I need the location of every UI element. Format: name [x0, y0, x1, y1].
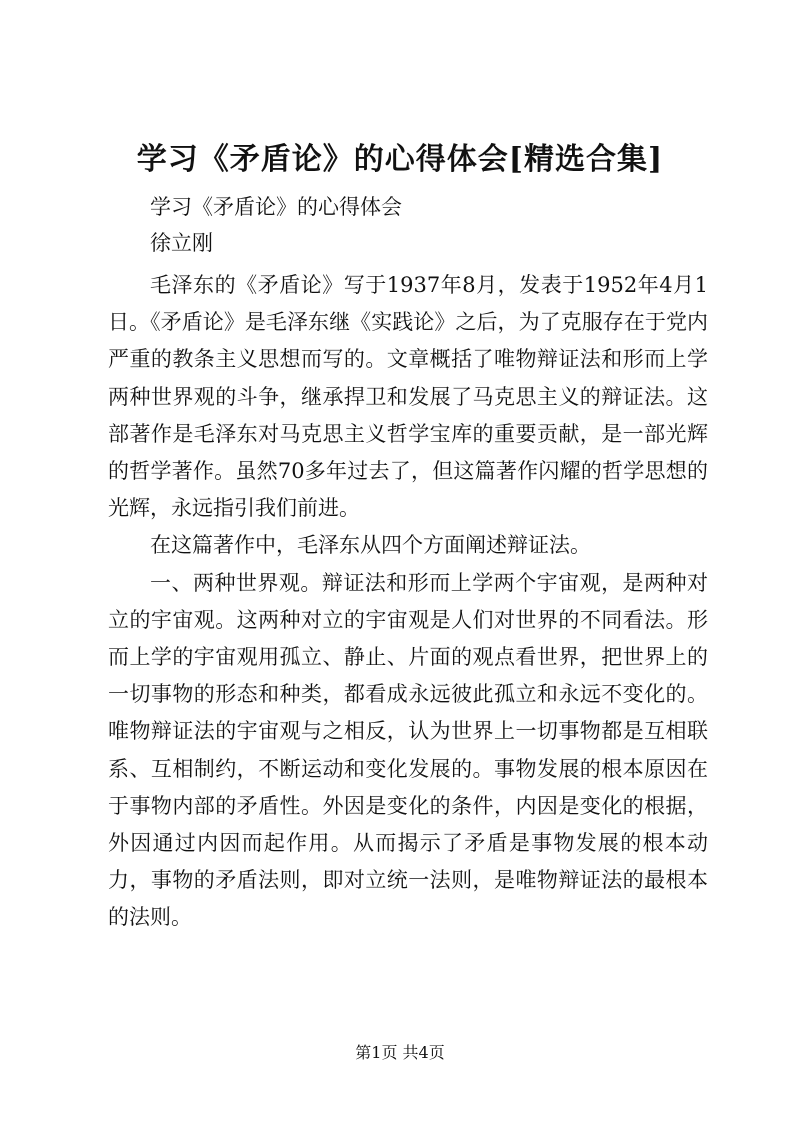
- paragraph-1: 毛泽东的《矛盾论》写于1937年8月，发表于1952年4月1日。《矛盾论》是毛泽东继《实践论》之后，为了克服存在于党内严重的教条主义思想而写的。文章概括了唯物辩证法和形而上学两种世界观的斗争，继承捍卫和发展了马克思主义的辩证法。这部著作是毛泽东对马克思主义哲学宝库的重要贡献，是一部光辉的哲学著作。虽然70多年过去了，但这篇著作闪耀的哲学思想的光辉，永远指引我们前进。: [108, 273, 708, 521]
- document-author: 徐立刚: [150, 231, 213, 255]
- paragraph-3: 一、两种世界观。辩证法和形而上学两个宇宙观，是两种对立的宇宙观。这两种对立的宇宙观是人们对世界的不同看法。形而上学的宇宙观用孤立、静止、片面的观点看世界，把世界上的一切事物的形态和种类，都看成永远彼此孤立和永远不变化的。唯物辩证法的宇宙观与之相反，认为世界上一切事物都是互相联系、互相制约，不断运动和变化发展的。事物发展的根本原因在于事物内部的矛盾性。外因是变化的条件，内因是变化的根据，外因通过内因而起作用。从而揭示了矛盾是事物发展的根本动力，事物的矛盾法则，即对立统一法则，是唯物辩证法的最根本的法则。: [108, 570, 708, 930]
- page-number-footer: 第1页 共4页: [355, 1043, 445, 1062]
- document-body: [108, 267, 708, 937]
- paragraph-2: 在这篇著作中，毛泽东从四个方面阐述辩证法。: [150, 533, 591, 558]
- document-subtitle: 学习《矛盾论》的心得体会: [150, 195, 402, 219]
- document-title: 学习《矛盾论》的心得体会[精选合集]: [136, 142, 664, 177]
